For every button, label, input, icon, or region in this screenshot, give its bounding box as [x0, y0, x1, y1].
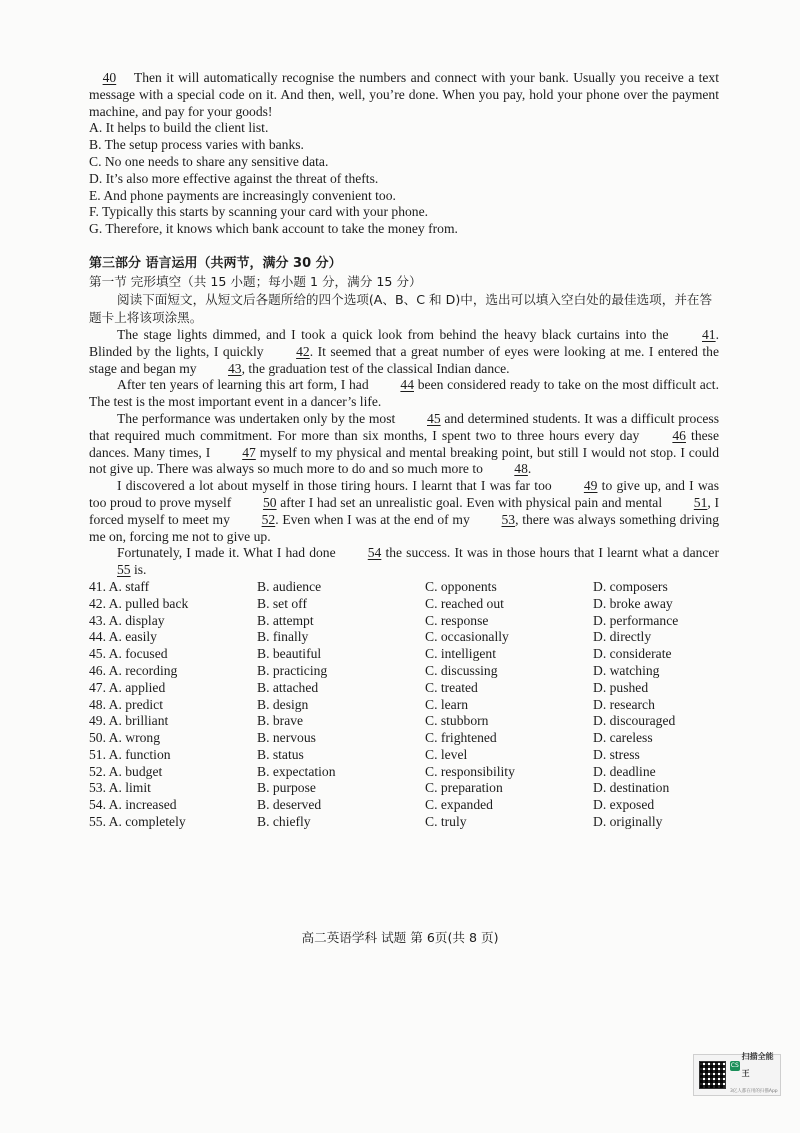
blank-43: 43 [227, 360, 242, 376]
option-d: D. pushed [593, 679, 649, 695]
option-a: 52. A. budget [89, 763, 163, 779]
option-c: C. responsibility [425, 763, 515, 779]
option-d: D. considerate [593, 646, 672, 662]
question-row [89, 579, 719, 596]
option-e: E. And phone payments are increasingly convenient too. [89, 187, 396, 203]
passage-paragraph-3: The performance was undertaken only by the most 45 and determined students. It was a difficult process that required much commitment. For more than six months, I spent two to three hours every day 46 these dances. Many times, I 47 myself to my physical and mental breaking point, but still I would not stop. I could not give up. There was always so much more to do and so much more to 48. [89, 410, 719, 477]
option-c: C. No one needs to share any sensitive data. [89, 153, 329, 169]
option-d: D. It’s also more effective against the threat of thefts. [89, 170, 379, 186]
question-row [89, 764, 719, 781]
option-d: D. careless [593, 730, 653, 746]
option-c: C. expanded [425, 797, 493, 813]
option-c: C. stubborn [425, 713, 489, 729]
passage-end-paragraph: 40 Then it will automatically recognise the numbers and connect with your bank. Usually you receive a text message with a special code on it. And then, well, you’re done. When you pay, hold your phone over the payment machine, and pay for your goods! [89, 70, 719, 119]
question-row [89, 780, 719, 797]
scanner-brand: 扫描全能王 [741, 1051, 774, 1078]
option-a: 48. A. predict [89, 696, 163, 712]
option-a: 45. A. focused [89, 646, 168, 662]
option-a: 41. A. staff [89, 578, 150, 594]
option-b: B. attached [257, 679, 319, 695]
option-d: D. research [593, 696, 655, 712]
option-a: 53. A. limit [89, 780, 151, 796]
option-d: D. directly [593, 629, 652, 645]
question-row [89, 713, 719, 730]
option-c: C. occasionally [425, 629, 509, 645]
option-a: 50. A. wrong [89, 730, 160, 746]
option-c: C. preparation [425, 780, 503, 796]
question-row [89, 596, 719, 613]
option-c: C. opponents [425, 578, 497, 594]
option-d: D. originally [593, 814, 663, 830]
passage-paragraph-2: After ten years of learning this art form, I had 44 been considered ready to take on the most difficult act. The test is the most important event in a dancer’s life. [89, 377, 719, 410]
option-d: D. exposed [593, 797, 655, 813]
option-c: C. intelligent [425, 646, 496, 662]
cloze-passage [89, 327, 719, 579]
question-row [89, 646, 719, 663]
option-b: B. set off [257, 595, 307, 611]
blank-50: 50 [262, 494, 277, 510]
option-a: 44. A. easily [89, 629, 157, 645]
passage-paragraph-5: Fortunately, I made it. What I had done 54 the success. It was in those hours that I learnt what a dancer 55 is. [89, 545, 719, 579]
option-a: 47. A. applied [89, 679, 166, 695]
option-a: 43. A. display [89, 612, 165, 628]
blank-52: 52 [261, 511, 276, 527]
blank-49: 49 [583, 478, 598, 494]
seven-choose-five-options [89, 120, 719, 238]
option-b: B. purpose [257, 780, 316, 796]
option-d: D. performance [593, 612, 679, 628]
option-d: D. stress [593, 746, 640, 762]
option-c: C. treated [425, 679, 478, 695]
option-d: D. destination [593, 780, 670, 796]
option-a: 49. A. brilliant [89, 713, 169, 729]
option-a: 42. A. pulled back [89, 595, 189, 611]
option-a: 51. A. function [89, 746, 171, 762]
cloze-instructions: 阅读下面短文，从短文后各题所给的四个选项(A、B、C 和 D)中，选出可以填入空白处的最佳选项，并在答题卡上将该项涂黑。 [89, 291, 713, 325]
blank-46: 46 [672, 427, 686, 443]
question-row [89, 814, 719, 831]
option-b: B. beautiful [257, 646, 322, 662]
question-row [89, 680, 719, 697]
option-b: B. deserved [257, 797, 322, 813]
question-row [89, 747, 719, 764]
blank-42: 42 [296, 343, 310, 359]
option-a: A. It helps to build the client list. [89, 120, 269, 136]
question-row [89, 663, 719, 680]
option-b: B. practicing [257, 662, 328, 678]
passage-paragraph-1: The stage lights dimmed, and I took a quick look from behind the heavy black curtains into the 41. Blinded by the lights, I quickly 42. It seemed that a great number of eyes were looking at me. I entered the stage and began my 43, the graduation test of the classical Indian dance. [89, 326, 719, 376]
option-a: 54. A. increased [89, 797, 177, 813]
question-row [89, 629, 719, 646]
option-c: C. reached out [425, 595, 504, 611]
option-d: D. broke away [593, 595, 673, 611]
blank-47: 47 [242, 444, 256, 460]
option-b: B. audience [257, 578, 322, 594]
blank-51: 51 [693, 494, 708, 510]
blank-45: 45 [427, 410, 441, 426]
option-b: B. design [257, 696, 309, 712]
part3-title: 第三部分 语言运用（共两节，满分 30 分） [89, 255, 342, 271]
option-d: D. watching [593, 662, 660, 678]
option-b: B. chiefly [257, 814, 311, 830]
option-d: D. composers [593, 578, 668, 594]
passage-paragraph-4: I discovered a lot about myself in those tiring hours. I learnt that I was far too 49 to give up, and I was too proud to prove myself 50 after I had set an unrealistic goal. Even with physical pain and mental 51, I forced myself to meet my 52. Even when I was at the end of my 53, there was always something driving me on, forcing me not to give up. [89, 478, 719, 544]
scanner-watermark [693, 1051, 781, 1096]
option-c: C. discussing [425, 662, 498, 678]
option-f: F. Typically this starts by scanning your card with your phone. [89, 204, 429, 220]
section1-heading: 第一节 完形填空（共 15 小题；每小题 1 分，满分 15 分） [89, 273, 422, 289]
option-c: C. level [425, 746, 468, 762]
camscanner-logo-icon: CS [730, 1061, 739, 1069]
option-b: B. expectation [257, 763, 336, 779]
option-c: C. learn [425, 696, 469, 712]
page-content [89, 70, 719, 831]
option-b: B. status [257, 746, 304, 762]
blank-48: 48 [514, 461, 528, 477]
question-row [89, 613, 719, 630]
option-c: C. response [425, 612, 489, 628]
page-footer: 高二英语学科 试题 第 6页(共 8 页) [301, 930, 499, 945]
scanner-subtitle: 3亿人都在用的扫描App [730, 1089, 778, 1095]
option-d: D. deadline [593, 763, 656, 779]
question-row [89, 730, 719, 747]
option-c: C. truly [425, 814, 467, 830]
blank-44: 44 [400, 377, 414, 393]
blank-41: 41 [702, 326, 716, 342]
question-row [89, 797, 719, 814]
option-g: G. Therefore, it knows which bank account to take the money from. [89, 221, 458, 237]
qr-code-icon [699, 1061, 726, 1089]
blank-53: 53 [501, 511, 516, 527]
option-b: B. nervous [257, 730, 316, 746]
blank-55: 55 [117, 562, 131, 578]
option-b: B. The setup process varies with banks. [89, 137, 304, 153]
option-b: B. finally [257, 629, 309, 645]
blank-54: 54 [367, 545, 382, 561]
option-d: D. discouraged [593, 713, 676, 729]
option-b: B. brave [257, 713, 304, 729]
option-a: 55. A. completely [89, 814, 186, 830]
blank-40: 40 [102, 70, 117, 85]
cloze-options-table [89, 579, 719, 831]
option-a: 46. A. recording [89, 662, 178, 678]
question-row [89, 697, 719, 714]
option-b: B. attempt [257, 612, 314, 628]
option-c: C. frightened [425, 730, 497, 746]
